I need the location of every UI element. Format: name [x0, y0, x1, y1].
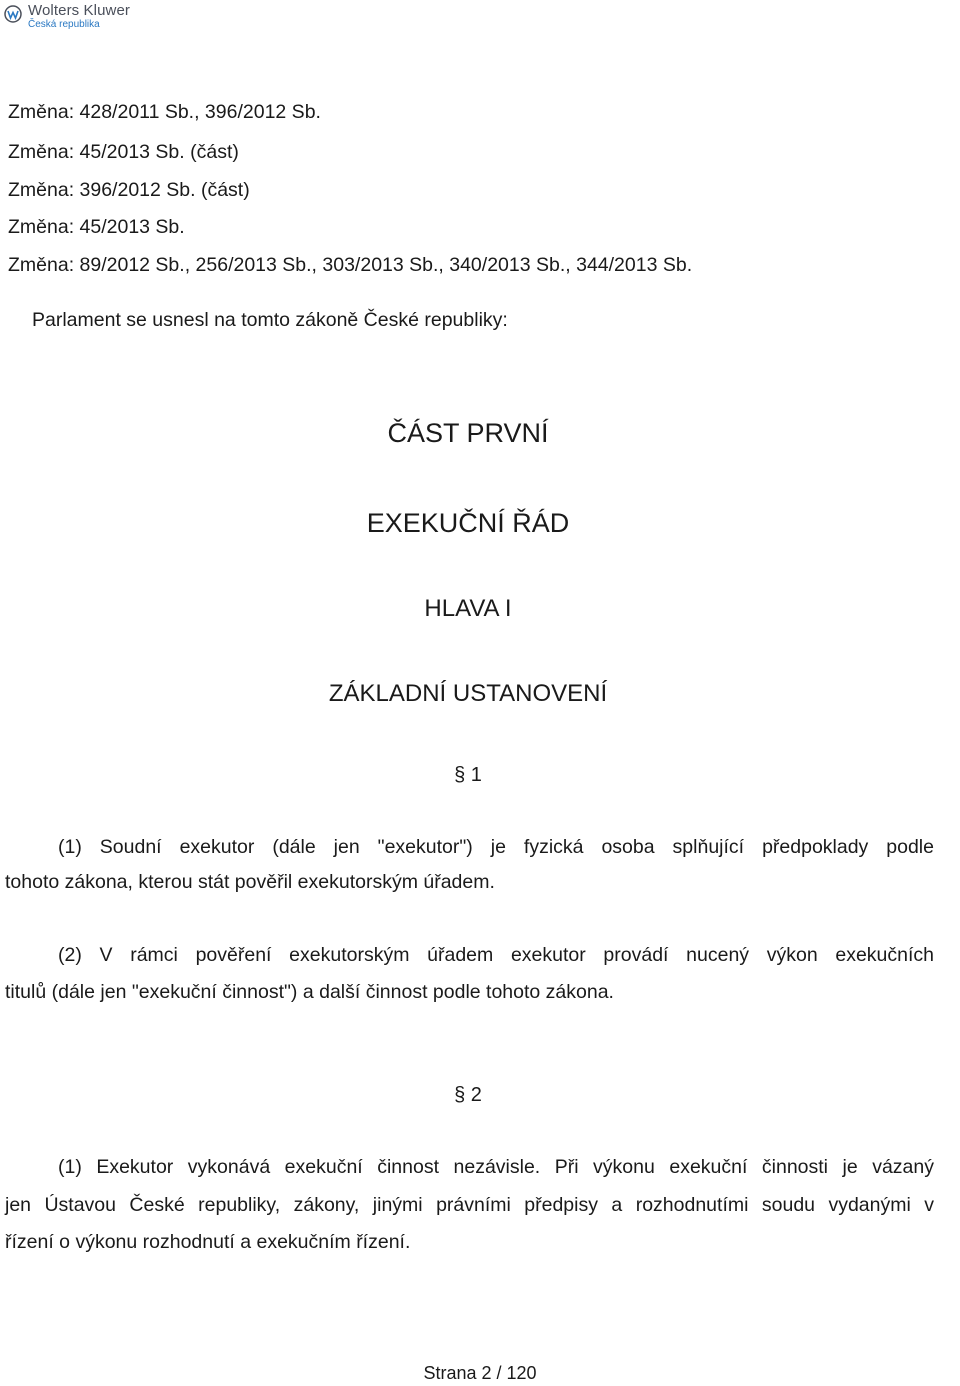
paragraph-line: tohoto zákona, kterou stát pověřil exekutorským úřadem.	[5, 871, 495, 893]
chapter-heading: HLAVA I	[424, 595, 512, 622]
wolters-kluwer-logo-icon	[4, 5, 22, 23]
section-mark: § 1	[454, 764, 482, 786]
logo-subtitle: Česká republika	[28, 19, 100, 30]
paragraph-line: jen Ústavou České republiky, zákony, jinými právními předpisy a rozhodnutími soudu vydanými v	[5, 1194, 934, 1216]
part-heading: ČÁST PRVNÍ	[387, 418, 549, 448]
law-title: EXEKUČNÍ ŘÁD	[366, 508, 570, 538]
paragraph-line: titulů (dále jen "exekuční činnost") a další činnost podle tohoto zákona.	[5, 981, 614, 1003]
amendment-line: Změna: 89/2012 Sb., 256/2013 Sb., 303/2013 Sb., 340/2013 Sb., 344/2013 Sb.	[8, 254, 693, 276]
amendment-line: Změna: 428/2011 Sb., 396/2012 Sb.	[8, 101, 321, 123]
amendment-line: Změna: 396/2012 Sb. (část)	[8, 179, 250, 201]
paragraph-line: (1) Soudní exekutor (dále jen "exekutor") je fyzická osoba splňující předpoklady podle	[58, 836, 934, 858]
paragraph-line: (1) Exekutor vykonává exekuční činnost nezávisle. Při výkonu exekuční činnosti je vázaný	[58, 1156, 934, 1178]
preamble: Parlament se usnesl na tomto zákoně České republiky:	[32, 309, 508, 331]
paragraph-line: řízení o výkonu rozhodnutí a exekučním řízení.	[5, 1231, 411, 1253]
amendment-line: Změna: 45/2013 Sb. (část)	[8, 141, 239, 163]
logo-name: Wolters Kluwer	[28, 2, 130, 19]
chapter-title: ZÁKLADNÍ USTANOVENÍ	[328, 680, 608, 707]
section-mark: § 2	[454, 1084, 482, 1106]
page-number: Strana 2 / 120	[423, 1363, 537, 1383]
paragraph-line: (2) V rámci pověření exekutorským úřadem exekutor provádí nucený výkon exekučních	[58, 944, 934, 966]
amendment-line: Změna: 45/2013 Sb.	[8, 216, 185, 238]
publisher-logo	[4, 3, 130, 30]
